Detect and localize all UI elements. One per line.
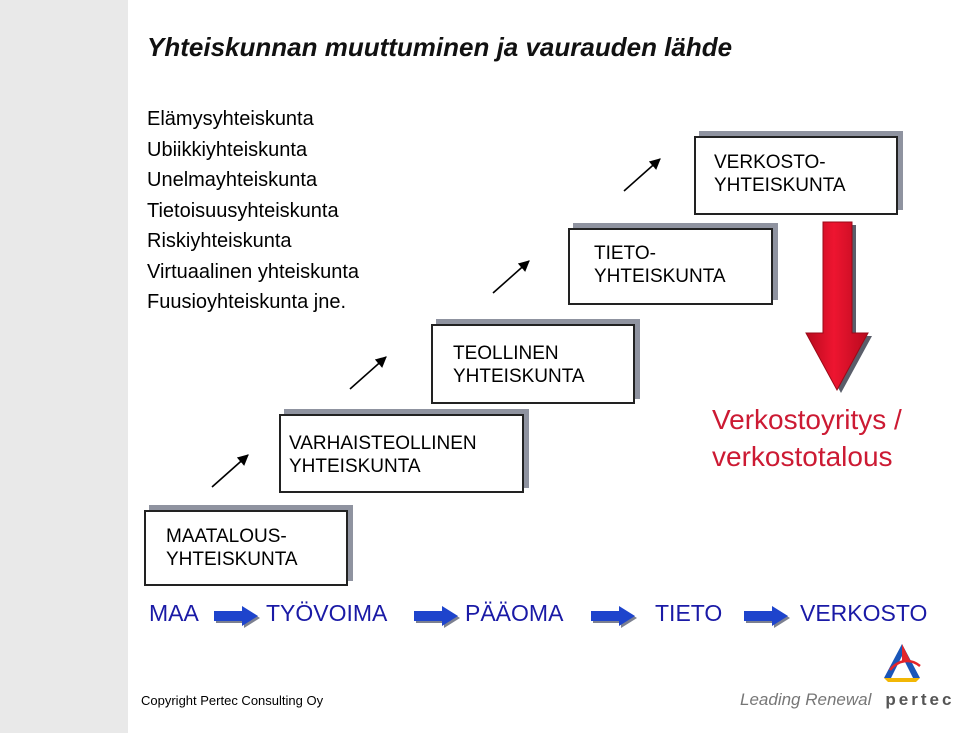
society-list-item: Fuusioyhteiskunta jne. xyxy=(147,291,347,313)
stage-label-line: VARHAISTEOLLINEN xyxy=(289,433,477,454)
right-arrow-icon xyxy=(591,606,637,628)
society-list-item: Virtuaalinen yhteiskunta xyxy=(147,260,359,283)
chain-word: PÄÄOMA xyxy=(465,600,564,626)
pertec-logo-icon xyxy=(884,644,920,682)
right-arrow-icon xyxy=(214,606,260,628)
footer-brand xyxy=(740,690,954,710)
right-arrow-icon xyxy=(414,606,460,628)
stage-label-line: TIETO- xyxy=(594,243,656,264)
chain-word: MAA xyxy=(149,600,199,626)
footer-brand-name: pertec xyxy=(885,690,955,709)
slide-title: Yhteiskunnan muuttuminen ja vaurauden lähde xyxy=(147,32,733,62)
diagonal-up-arrow-icon xyxy=(350,357,386,389)
stage-label-line: YHTEISKUNTA xyxy=(289,456,421,477)
footer-copyright: Copyright Pertec Consulting Oy xyxy=(141,693,324,708)
stage-label-line: VERKOSTO- xyxy=(714,152,826,173)
stage-label-line: YHTEISKUNTA xyxy=(453,366,585,387)
down-arrow-icon xyxy=(806,222,872,393)
stage-label-line: YHTEISKUNTA xyxy=(714,175,846,196)
society-list-item: Unelmayhteiskunta xyxy=(147,169,318,191)
chain-word: TYÖVOIMA xyxy=(266,600,388,626)
stage-label-line: YHTEISKUNTA xyxy=(166,549,298,570)
footer-slogan: Leading Renewal xyxy=(740,690,872,709)
society-list-item: Riskiyhteiskunta xyxy=(147,230,292,252)
diagonal-up-arrow-icon xyxy=(212,455,248,487)
stage-label-line: YHTEISKUNTA xyxy=(594,266,726,287)
society-list-item: Elämysyhteiskunta xyxy=(147,108,314,130)
outcome-line: Verkostoyritys / xyxy=(712,404,902,435)
outcome-label xyxy=(712,401,902,475)
right-arrow-icon xyxy=(744,606,790,628)
society-list-item: Ubiikkiyhteiskunta xyxy=(147,138,308,161)
chain-word: VERKOSTO xyxy=(800,600,928,626)
diagonal-up-arrow-icon xyxy=(624,159,660,191)
society-list-item: Tietoisuusyhteiskunta xyxy=(147,199,339,222)
diagonal-up-arrow-icon xyxy=(493,261,529,293)
stage-label-line: MAATALOUS- xyxy=(166,526,287,547)
outcome-line: verkostotalous xyxy=(712,441,893,472)
stage-label-line: TEOLLINEN xyxy=(453,343,559,364)
chain-word: TIETO xyxy=(655,600,723,626)
